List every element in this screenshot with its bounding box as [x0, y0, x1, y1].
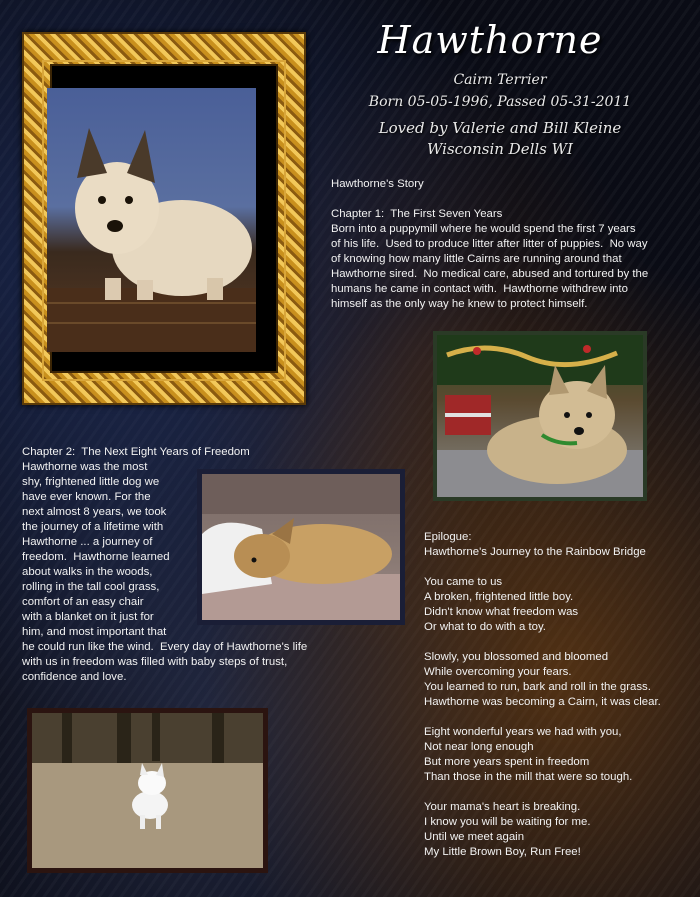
- poem-line: Slowly, you blossomed and bloomed: [424, 651, 609, 663]
- chapter1-line: of his life. Used to produce litter after litter of puppies. No way: [331, 238, 648, 250]
- story-section: [331, 177, 648, 312]
- chapter2-line: Hawthorne was the most: [22, 461, 148, 473]
- chapter2-line: freedom. Hawthorne learned: [22, 551, 170, 563]
- poem-line: Until we meet again: [424, 831, 525, 843]
- page-title: Hawthorne: [377, 18, 603, 62]
- chapter2-section: [22, 445, 307, 685]
- loved-by-label: Loved by Valerie and Bill Kleine: [378, 119, 622, 137]
- woods-photo: [27, 708, 268, 873]
- christmas-dog-image: [437, 335, 643, 497]
- breed-label: Cairn Terrier: [453, 72, 547, 88]
- poem-line: Your mama's heart is breaking.: [424, 801, 581, 813]
- chapter2-line: with us in freedom was filled with baby steps of trust,: [22, 656, 288, 668]
- poem-line: While overcoming your fears.: [424, 666, 572, 678]
- chapter1-line: Hawthorne sired. No medical care, abused and tortured by the: [331, 268, 649, 280]
- poem-line: Not near long enough: [424, 741, 534, 753]
- poem-line: You came to us: [424, 576, 503, 588]
- epilogue-title: Epilogue:: [424, 531, 472, 543]
- dates-label: Born 05-05-1996, Passed 05-31-2011: [368, 94, 632, 110]
- poem-line: My Little Brown Boy, Run Free!: [424, 846, 581, 858]
- chapter2-line: him, and most important that: [22, 626, 167, 638]
- portrait-painting: [47, 88, 256, 352]
- epilogue-section: [424, 530, 661, 860]
- poem-line: Or what to do with a toy.: [424, 621, 546, 633]
- chapter1-line: Born into a puppymill where he would spend the first 7 years: [331, 223, 636, 235]
- chapter2-line: rolling in the tall cool grass,: [22, 581, 160, 593]
- cairn-terrier-portrait-image: [47, 88, 256, 352]
- poem-line: A broken, frightened little boy.: [424, 591, 574, 603]
- chapter1-title: Chapter 1: The First Seven Years: [331, 208, 503, 220]
- poem-line: I know you will be waiting for me.: [424, 816, 591, 828]
- poem-line: You learned to run, bark and roll in the grass.: [424, 681, 651, 693]
- chapter2-line: comfort of an easy chair: [22, 596, 144, 608]
- chapter2-line: with a blanket on it just for: [22, 611, 154, 623]
- chapter1-line: humans he came in contact with. Hawthorne withdrew into: [331, 283, 628, 295]
- chapter2-line: next almost 8 years, we took: [22, 506, 167, 518]
- epilogue-subtitle: Hawthorne's Journey to the Rainbow Bridge: [424, 546, 646, 558]
- poem-line: Didn't know what freedom was: [424, 606, 579, 618]
- chapter1-line: himself as the only way he knew to protect himself.: [331, 298, 588, 310]
- dog-in-woods-image: [32, 713, 263, 868]
- chapter2-line: Hawthorne ... a journey of: [22, 536, 153, 548]
- chapter2-line: about walks in the woods,: [22, 566, 153, 578]
- christmas-photo: [433, 331, 647, 501]
- chapter2-line: shy, frightened little dog we: [22, 476, 160, 488]
- location-label: Wisconsin Dells WI: [427, 140, 573, 158]
- chapter1-line: of knowing how many little Cairns are running around that: [331, 253, 622, 265]
- poem-line: Hawthorne was becoming a Cairn, it was clear.: [424, 696, 661, 708]
- poem-line: But more years spent in freedom: [424, 756, 590, 768]
- chapter2-line: confidence and love.: [22, 671, 127, 683]
- chapter2-title: Chapter 2: The Next Eight Years of Freedom: [22, 446, 250, 458]
- chapter2-line: the journey of a lifetime with: [22, 521, 164, 533]
- chapter2-line: have ever known. For the: [22, 491, 151, 503]
- poem-line: Than those in the mill that were so tough.: [424, 771, 633, 783]
- chapter2-line: he could run like the wind. Every day of Hawthorne's life: [22, 641, 308, 653]
- poem-line: Eight wonderful years we had with you,: [424, 726, 622, 738]
- story-heading: Hawthorne's Story: [331, 178, 424, 190]
